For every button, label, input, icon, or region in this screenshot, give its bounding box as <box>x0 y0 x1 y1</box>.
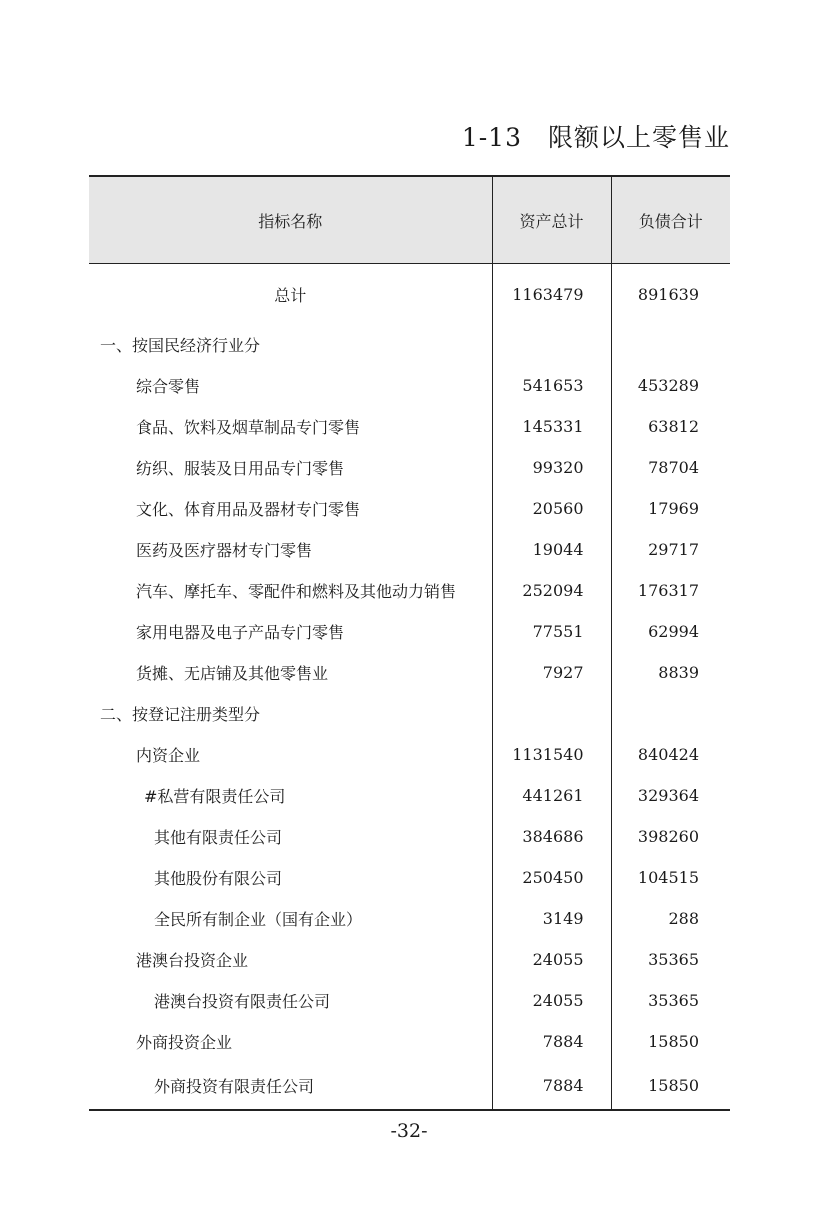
row-total-liabilities: 15850 <box>611 1021 730 1062</box>
table-row <box>89 570 730 611</box>
row-indicator-name: 总计 <box>274 285 307 305</box>
row-total-liabilities: 398260 <box>611 816 730 857</box>
row-total-liabilities: 17969 <box>611 488 730 529</box>
row-total-liabilities: 35365 <box>611 980 730 1021</box>
row-total-assets <box>492 324 611 365</box>
table-row <box>89 980 730 1021</box>
row-total-liabilities: 840424 <box>611 734 730 775</box>
row-total-liabilities: 329364 <box>611 775 730 816</box>
row-indicator-name: 文化、体育用品及器材专门零售 <box>136 500 361 519</box>
row-total-assets: 24055 <box>492 980 611 1021</box>
row-total-liabilities <box>611 324 730 365</box>
row-indicator-name: 内资企业 <box>136 746 201 765</box>
row-total-liabilities: 176317 <box>611 570 730 611</box>
row-indicator-name: #私营有限责任公司 <box>144 787 286 806</box>
page-number: -32- <box>390 1120 428 1142</box>
table-row <box>89 652 730 693</box>
table-body <box>89 264 730 1111</box>
retail-statistics-table <box>89 175 730 1111</box>
row-indicator-name: 外商投资企业 <box>136 1033 233 1052</box>
row-indicator-name: 外商投资有限责任公司 <box>89 1062 492 1110</box>
table-row <box>89 734 730 775</box>
table-row <box>89 693 730 734</box>
table-row <box>89 939 730 980</box>
row-indicator-name: 港澳台投资有限责任公司 <box>154 992 331 1011</box>
row-indicator-name: 货摊、无店铺及其他零售业 <box>136 664 329 683</box>
row-total-assets: 99320 <box>492 447 611 488</box>
row-total-assets: 20560 <box>492 488 611 529</box>
row-indicator-name: 食品、饮料及烟草制品专门零售 <box>136 418 361 437</box>
row-total-liabilities: 62994 <box>611 611 730 652</box>
row-total-assets: 19044 <box>492 529 611 570</box>
header-total-liabilities: 负债合计 <box>611 176 730 264</box>
row-indicator-name: 二、按登记注册类型分 <box>100 705 261 724</box>
row-total-assets: 384686 <box>492 816 611 857</box>
row-indicator-name: 其他股份有限公司 <box>154 869 283 888</box>
table-row <box>89 447 730 488</box>
header-total-assets: 资产总计 <box>492 176 611 264</box>
row-total-liabilities: 104515 <box>611 857 730 898</box>
row-total-assets: 7884 <box>492 1021 611 1062</box>
row-indicator-name: 家用电器及电子产品专门零售 <box>136 623 345 642</box>
row-total-liabilities <box>611 693 730 734</box>
row-indicator-name: 医药及医疗器材专门零售 <box>136 541 313 560</box>
row-total-assets: 441261 <box>492 775 611 816</box>
table-row <box>89 775 730 816</box>
table-row <box>89 611 730 652</box>
row-total-liabilities: 891639 <box>611 264 730 325</box>
row-total-assets: 145331 <box>492 406 611 447</box>
row-indicator-name: 综合零售 <box>136 377 201 396</box>
table-row <box>89 857 730 898</box>
table-header-row <box>89 176 730 264</box>
page-title <box>462 118 730 154</box>
table-row <box>89 816 730 857</box>
row-indicator-name: 汽车、摩托车、零配件和燃料及其他动力销售 <box>136 582 457 601</box>
row-total-assets: 250450 <box>492 857 611 898</box>
row-indicator-name: 港澳台投资企业 <box>136 951 249 970</box>
table-row <box>89 264 730 325</box>
row-total-assets: 24055 <box>492 939 611 980</box>
table-row <box>89 898 730 939</box>
row-total-assets: 7927 <box>492 652 611 693</box>
table-row <box>89 488 730 529</box>
row-total-assets: 252094 <box>492 570 611 611</box>
row-total-liabilities: 15850 <box>611 1062 730 1110</box>
table-row <box>89 1062 730 1110</box>
row-total-liabilities: 35365 <box>611 939 730 980</box>
row-total-assets: 541653 <box>492 365 611 406</box>
row-total-assets: 7884 <box>492 1062 611 1110</box>
table-row <box>89 529 730 570</box>
row-total-assets: 3149 <box>492 898 611 939</box>
table-number: 1-13 <box>461 123 522 152</box>
row-total-liabilities: 63812 <box>611 406 730 447</box>
row-indicator-name: 全民所有制企业（国有企业） <box>154 910 363 929</box>
row-total-liabilities: 288 <box>611 898 730 939</box>
row-indicator-name: 其他有限责任公司 <box>154 828 283 847</box>
table-row <box>89 1021 730 1062</box>
table-row <box>89 324 730 365</box>
header-indicator-name: 指标名称 <box>89 176 492 264</box>
table-row <box>89 365 730 406</box>
row-total-assets: 1131540 <box>492 734 611 775</box>
table-row <box>89 406 730 447</box>
row-total-assets <box>492 693 611 734</box>
table-title-text: 限额以上零售业 <box>547 123 730 152</box>
row-total-liabilities: 453289 <box>611 365 730 406</box>
row-total-liabilities: 8839 <box>611 652 730 693</box>
row-total-assets: 1163479 <box>492 264 611 325</box>
row-indicator-name: 纺织、服装及日用品专门零售 <box>136 459 345 478</box>
row-total-liabilities: 29717 <box>611 529 730 570</box>
row-indicator-name: 一、按国民经济行业分 <box>100 336 261 355</box>
row-total-liabilities: 78704 <box>611 447 730 488</box>
row-total-assets: 77551 <box>492 611 611 652</box>
